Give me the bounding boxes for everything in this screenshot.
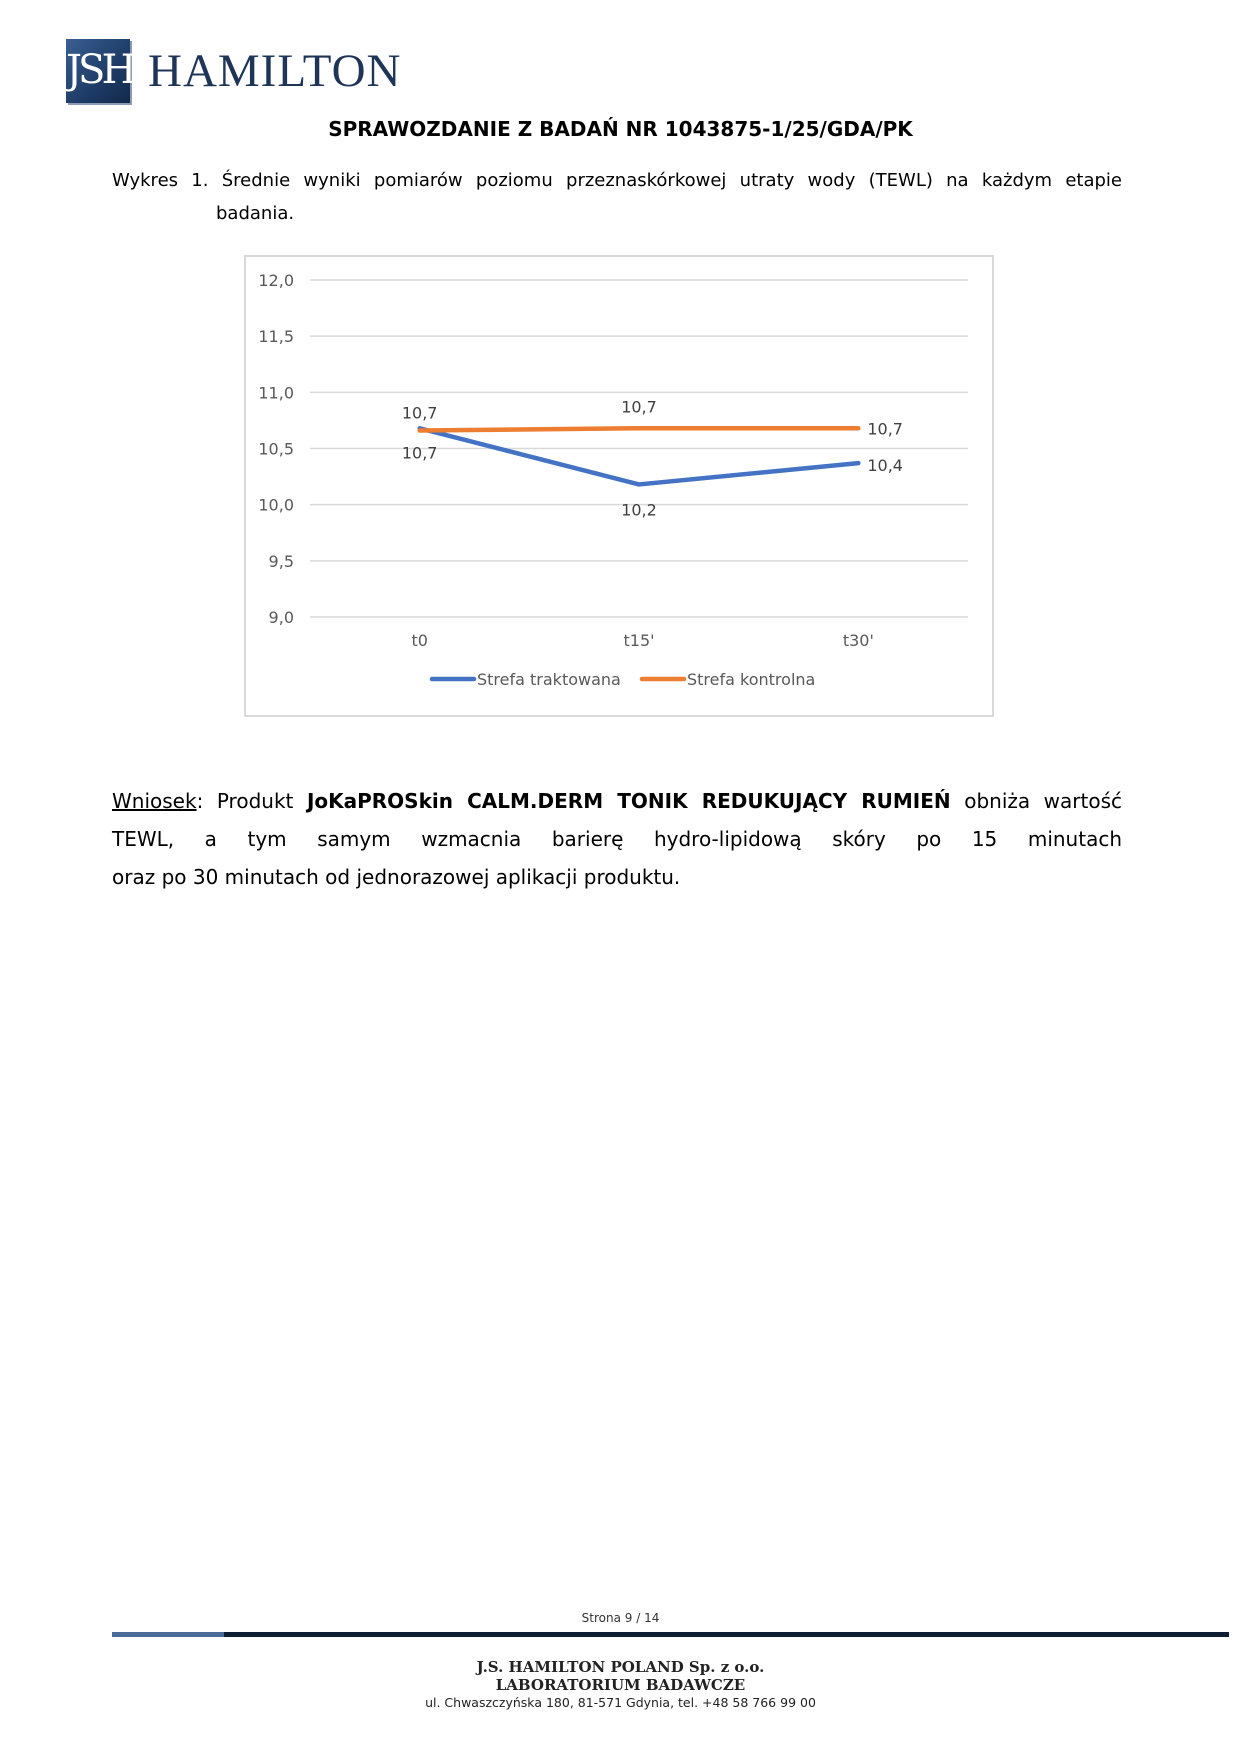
product-name: JoKaPROSkin CALM.DERM TONIK REDUKUJĄCY RUMIEŃ [306, 789, 951, 813]
chart-frame [244, 255, 994, 717]
logo-mark [66, 39, 133, 103]
footer-rule-accent [112, 1632, 224, 1637]
page-number: Strona 9 / 14 [581, 1611, 660, 1625]
footer-address: ul. Chwaszczyńska 180, 81-571 Gdynia, tel. +48 58 766 99 00 [425, 1695, 816, 1710]
conclusion-line-2: TEWL, a tym samym wzmacnia barierę hydro-lipidową skóry po 15 minutach [112, 827, 1122, 851]
y-tick-label: 11,5 [258, 327, 294, 347]
y-tick-label: 12,0 [258, 271, 294, 290]
series-line-treated [420, 428, 859, 484]
footer-company: J.S. HAMILTON POLAND Sp. z o.o. [476, 1658, 765, 1676]
legend-control-label: Strefa kontrolna [687, 670, 816, 689]
footer-rule [112, 1632, 1229, 1637]
conclusion-line-3: oraz po 30 minutach od jednorazowej aplikacji produktu. [112, 865, 681, 889]
y-tick-label: 11,0 [258, 383, 294, 403]
conclusion-rest-1: obniża wartość [950, 789, 1123, 813]
logo-name: HAMILTON [148, 45, 402, 97]
conclusion [112, 782, 1122, 896]
data-label: 10,2 [621, 500, 657, 520]
y-tick-label: 10,0 [258, 495, 294, 515]
conclusion-sep: : Produkt [196, 789, 307, 813]
x-tick-label: t0 [411, 631, 428, 650]
y-tick-label: 9,5 [268, 551, 294, 571]
conclusion-label: Wniosek [112, 789, 197, 813]
series-line-control [420, 428, 859, 430]
tewl-line-chart [246, 257, 992, 715]
x-tick-label: t30' [842, 631, 874, 650]
data-label: 10,7 [401, 403, 438, 423]
data-label: 10,7 [401, 443, 438, 463]
logo-mark-text: JSH [66, 47, 133, 93]
chart-caption [112, 164, 1122, 230]
y-tick-label: 10,5 [258, 439, 294, 459]
company-logo [66, 38, 401, 104]
y-tick-label: 9,0 [268, 608, 294, 627]
data-label: 10,7 [621, 397, 657, 417]
caption-line-1: Wykres 1. Średnie wyniki pomiarów poziomu przeznaskórkowej utraty wody (TEWL) na każdym etapie [112, 170, 1122, 191]
data-label: 10,4 [867, 456, 903, 476]
conclusion-line-1 [112, 782, 1122, 820]
data-label: 10,7 [867, 419, 903, 439]
footer [0, 1658, 1241, 1712]
x-tick-label: t15' [623, 631, 655, 650]
caption-line-2: badania. [216, 203, 295, 224]
legend-treated-label: Strefa traktowana [477, 670, 621, 689]
report-title: SPRAWOZDANIE Z BADAŃ NR 1043875-1/25/GDA/PK [328, 117, 913, 141]
footer-lab: LABORATORIUM BADAWCZE [495, 1676, 746, 1694]
